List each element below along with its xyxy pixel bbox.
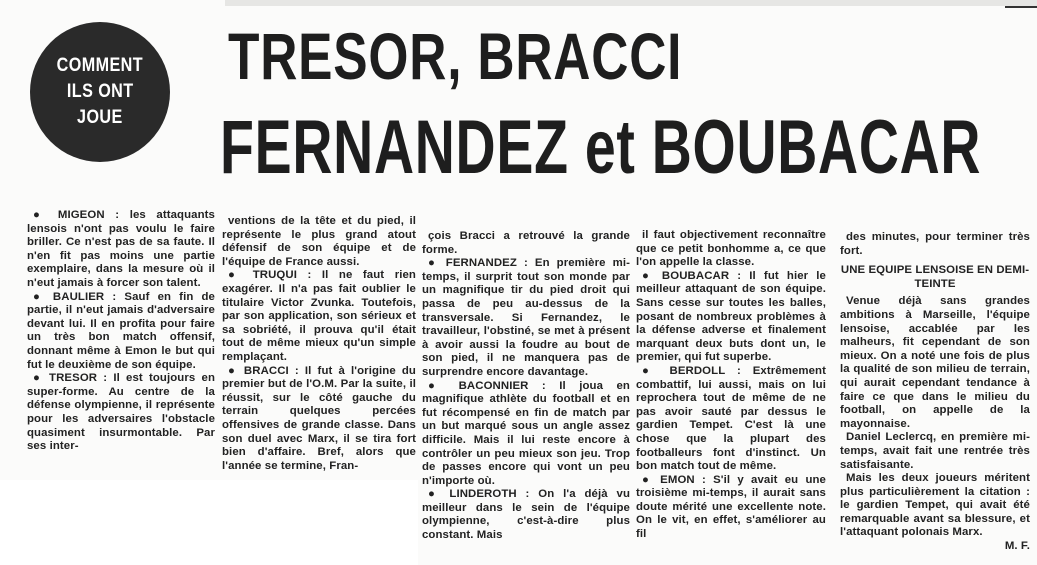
paragraph-bracci: ● BRACCI : Il fut à l'origine du premier but de l'O.M. Par la suite, il réussit, sur le côté gauche du terrain quelques percées offensives de grande classe. Dans son duel avec Marx, il se tira fort bien d'affaire. Bref, alors que l'année se termine, Fran- bbox=[222, 364, 416, 472]
article-column-4 bbox=[636, 229, 826, 542]
paragraph-baconnier: ● BACONNIER : Il joua en magnifique athlète du football et en fut récompensé en fin de match par un but marqué sous un angle assez difficile. Mais il lui reste encore à contrôler un peu mieux son jeu. Trop de passes encore qui vont un peu n'importe où. bbox=[422, 379, 630, 487]
headline-line-1: TRESOR, BRACCI bbox=[228, 19, 683, 93]
paragraph-tresor: ● TRESOR : Il est toujours en super-forme. Au centre de la défense olympienne, il représente pour les adversaires l'obstacle quasiment insurmontable. Par ses inter- bbox=[27, 372, 215, 453]
headline-line-2: FERNANDEZ et BOUBACAR bbox=[220, 105, 982, 190]
corner-rule bbox=[1005, 0, 1037, 8]
rubric-badge bbox=[30, 22, 170, 162]
paragraph-bracci-cont: çois Bracci a retrouvé la grande forme. bbox=[422, 230, 630, 256]
paragraph-emon: ● EMON : S'il y avait eu une troisième mi-temps, il aurait sans doute mérité une excellente note. On le vit, en effet, s'améliorer au fil bbox=[636, 473, 826, 541]
article-column-2 bbox=[222, 215, 416, 473]
paragraph-migeon: ● MIGEON : les attaquants lensois n'ont pas voulu le faire briller. Ce n'est pas de sa faute. Il n'en fit pas moins une partie exemplaire, dans la mesure où il n'eut jamais à forcer son talent. bbox=[27, 209, 215, 289]
paragraph-boubacar: ● BOUBACAR : Il fut hier le meilleur attaquant de son équipe. Sans cesse sur toutes les balles, posant de nombreux problèmes à la défense adverse et finalement marquant deux buts dont un, le premier, qui fut superbe. bbox=[636, 269, 826, 364]
paragraph-lens-2: Daniel Leclercq, en première mi-temps, avait fait une rentrée très satisfaisante. bbox=[840, 431, 1030, 471]
paragraph-emon-cont: des minutes, pour terminer très fort. bbox=[840, 231, 1030, 257]
badge-line-3: JOUE bbox=[77, 107, 123, 128]
author-signature: M. F. bbox=[1004, 540, 1030, 553]
paragraph-lens-3: Mais les deux joueurs méritent plus particulièrement la citation : le gardien Tempet, qui avait été remarquable avant sa blessure, et l'attaquant polonais Marx. bbox=[840, 472, 1030, 539]
paragraph-berdoll: ● BERDOLL : Extrêmement combattif, lui aussi, mais on lui reprochera tout de même de ne pas avoir sauté par dessus le gardien Tempet. C'est là une chose que la plupart des footballeurs font d'instinct. Un bon match tout de même. bbox=[636, 364, 826, 473]
paragraph-linderoth-cont: il faut objectivement reconnaître que ce petit bonhomme a, ce que l'on appelle la classe. bbox=[636, 229, 826, 269]
subheading: UNE EQUIPE LENSOISE EN DEMI-TEINTE bbox=[840, 264, 1030, 290]
paragraph-tresor-cont: ventions de la tête et du pied, il représente le plus grand atout défensif de son équipe et de l'équipe de France aussi. bbox=[222, 215, 416, 268]
article-column-3 bbox=[422, 230, 630, 543]
badge-line-1: COMMENT bbox=[56, 55, 144, 76]
article-column-5 bbox=[840, 231, 1030, 554]
paragraph-baulier: ● BAULIER : Sauf en fin de partie, il n'eut jamais d'adversaire devant lui. Il en profita pour faire un très bon match offensif, donnant même à Emon le but qui fut le deuxième de son équipe. bbox=[27, 290, 215, 371]
article-column-1 bbox=[27, 209, 215, 454]
top-border bbox=[225, 0, 1037, 6]
paragraph-truqui: ● TRUQUI : Il ne faut rien exagérer. Il n'a pas fait oublier le titulaire Victor Zvunka. Toutefois, par son application, son sérieux et sa sobriété, il prouva qu'il était tout de même mieux qu'un simple remplaçant. bbox=[222, 269, 416, 363]
badge-line-2: ILS ONT bbox=[66, 81, 134, 102]
paragraph-linderoth: ● LINDEROTH : On l'a déjà vu meilleur dans le sein de l'équipe olympienne, c'est-à-dire plus constant. Mais bbox=[422, 488, 630, 542]
paragraph-lens-1: Venue déjà sans grandes ambitions à Marseille, l'équipe lensoise, accablée par les malheurs, fit cependant de son mieux. On a noté une fois de plus la qualité de son milieu de terrain, qui aurait cependant tendance à faire ce que dans le milieu du football, on appelle de la mayonnaise. bbox=[840, 295, 1030, 430]
paragraph-fernandez: ● FERNANDEZ : En première mi-temps, il surprit tout son monde par un magnifique tir du pied droit qui passa de peu au-dessus de la transversale. Si Fernandez, le travailleur, l'obstiné, se met à présent à avoir aussi la foudre au bout de son pied, il ne manquera pas de surprendre encore davantage. bbox=[422, 257, 630, 378]
clipping-cut-area bbox=[0, 480, 418, 565]
